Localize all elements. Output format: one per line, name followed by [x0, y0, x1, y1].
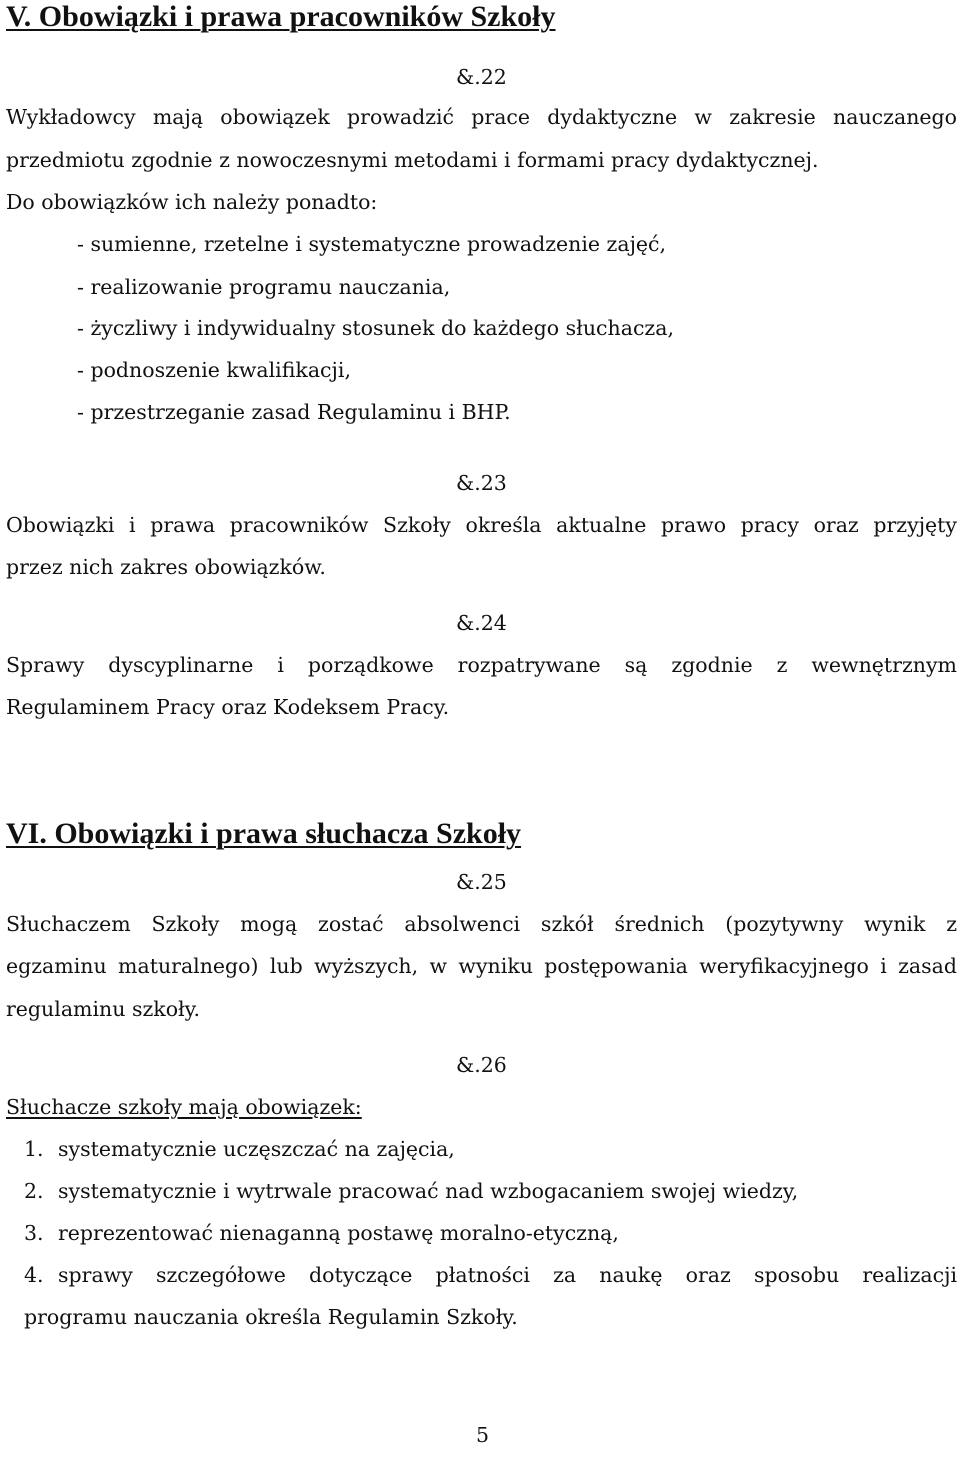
section-5-heading: V. Obowiązki i prawa pracowników Szkoły — [6, 0, 556, 33]
list-item-number: 4. — [24, 1263, 44, 1287]
list-item-text: reprezentować nienaganną postawę moralno-etyczną, — [58, 1221, 619, 1245]
duty-list-item: - sumienne, rzetelne i systematyczne prowadzenie zajęć, — [77, 232, 667, 256]
paragraph-26-intro: Słuchacze szkoły mają obowiązek: — [6, 1095, 362, 1119]
paragraph-24-number: &.24 — [456, 611, 507, 635]
duty-list-item: - realizowanie programu nauczania, — [77, 275, 451, 299]
paragraph-23-number: &.23 — [456, 471, 507, 495]
paragraph-25-line-1: Słuchaczem Szkoły mogą zostać absolwenci szkół średnich (pozytywny wynik z — [6, 912, 957, 936]
list-item-text: sprawy szczegółowe dotyczące płatności za naukę oraz sposobu realizacji — [58, 1263, 957, 1287]
paragraph-25-line-2: egzaminu maturalnego) lub wyższych, w wyniku postępowania weryfikacyjnego i zasad — [6, 954, 957, 978]
paragraph-24-line-2: Regulaminem Pracy oraz Kodeksem Pracy. — [6, 695, 450, 719]
list-item-text: systematycznie uczęszczać na zajęcia, — [58, 1137, 455, 1161]
paragraph-26-number: &.26 — [456, 1053, 507, 1077]
list-item-number: 2. — [24, 1179, 44, 1203]
paragraph-24-line-1: Sprawy dyscyplinarne i porządkowe rozpatrywane są zgodnie z wewnętrznym — [6, 653, 957, 677]
paragraph-22-line-1: Wykładowcy mają obowiązek prowadzić prace dydaktyczne w zakresie nauczanego — [6, 105, 957, 129]
paragraph-25-number: &.25 — [456, 870, 507, 894]
page-number: 5 — [476, 1423, 490, 1447]
paragraph-22-line-2: przedmiotu zgodnie z nowoczesnymi metodami i formami pracy dydaktycznej. — [6, 148, 819, 172]
duty-list-item: - podnoszenie kwalifikacji, — [77, 358, 351, 382]
list-item-number: 1. — [24, 1137, 44, 1161]
paragraph-22-intro: Do obowiązków ich należy ponadto: — [6, 190, 378, 214]
paragraph-25-line-3: regulaminu szkoły. — [6, 997, 201, 1021]
section-6-heading: VI. Obowiązki i prawa słuchacza Szkoły — [6, 817, 522, 850]
list-item-text-continued: programu nauczania określa Regulamin Szkoły. — [24, 1305, 518, 1329]
paragraph-23-line-2: przez nich zakres obowiązków. — [6, 555, 326, 579]
paragraph-22-number: &.22 — [456, 65, 507, 89]
list-item-number: 3. — [24, 1221, 44, 1245]
duty-list-item: - przestrzeganie zasad Regulaminu i BHP. — [77, 400, 511, 424]
paragraph-23-line-1: Obowiązki i prawa pracowników Szkoły określa aktualne prawo pracy oraz przyjęty — [6, 513, 957, 537]
duty-list-item: - życzliwy i indywidualny stosunek do każdego słuchacza, — [77, 316, 674, 340]
list-item-text: systematycznie i wytrwale pracować nad wzbogacaniem swojej wiedzy, — [58, 1179, 799, 1203]
